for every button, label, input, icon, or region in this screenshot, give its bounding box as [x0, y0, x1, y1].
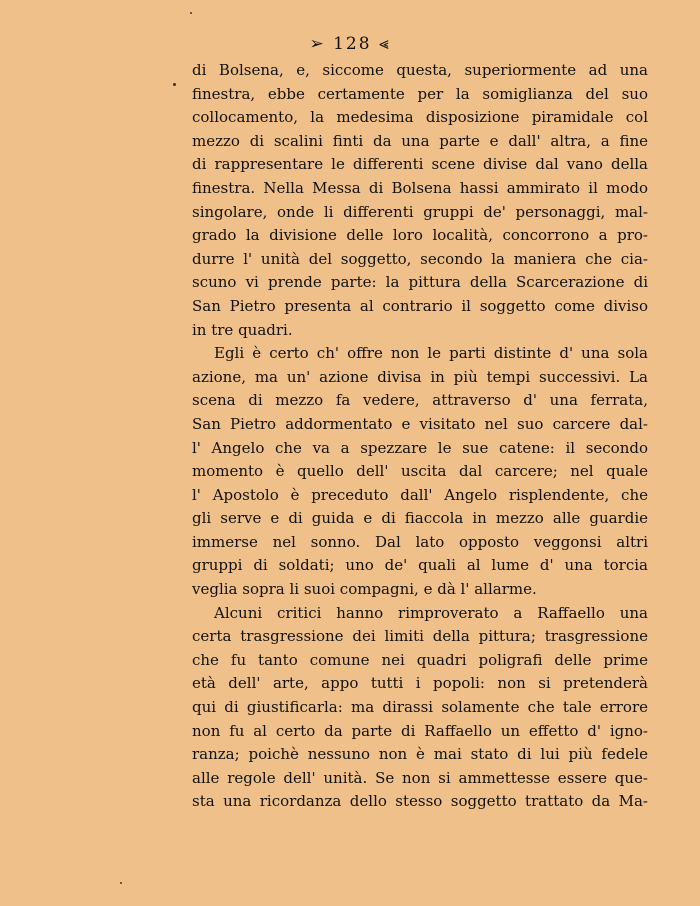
- text-line: San Pietro addormentato e visitato nel suo carcere dal-: [192, 414, 648, 433]
- text-line: durre l' unità del soggetto, secondo la maniera che cia-: [192, 249, 648, 268]
- text-line: alle regole dell' unità. Se non si ammettesse essere que-: [192, 768, 648, 787]
- text-line: azione, ma un' azione divisa in più tempi successivi. La: [192, 367, 648, 386]
- text-line: che fu tanto comune nei quadri poligrafi delle prime: [192, 650, 648, 669]
- stray-mark: [120, 882, 122, 884]
- text-line: sta una ricordanza dello stesso soggetto trattato da Ma-: [192, 792, 648, 811]
- text-line: singolare, onde li differenti gruppi de' personaggi, mal-: [192, 202, 648, 221]
- text-line: l' Apostolo è preceduto dall' Angelo risplendente, che: [192, 485, 648, 504]
- stray-mark: [190, 12, 192, 14]
- text-line: gruppi di soldati; uno de' quali al lume d' una torcia: [192, 556, 648, 575]
- text-line: scuno vi prende parte: la pittura della Scarcerazione di: [192, 273, 648, 292]
- body-text: [192, 59, 648, 814]
- paragraph-start: Alcuni critici hanno rimproverato a Raffaello una: [214, 603, 648, 622]
- text-line: immerse nel sonno. Dal lato opposto veggonsi altri: [192, 532, 648, 551]
- text-line: in tre quadri.: [192, 320, 293, 339]
- text-line: età dell' arte, appo tutti i popoli: non si pretenderà: [192, 674, 648, 693]
- text-line: l' Angelo che va a spezzare le sue catene: il secondo: [192, 438, 648, 457]
- text-line: scena di mezzo fa vedere, attraverso d' una ferrata,: [192, 391, 648, 410]
- stray-mark: [173, 83, 176, 86]
- text-line: finestra, ebbe certamente per la somiglianza del suo: [192, 84, 648, 103]
- text-line: gli serve e di guida e di fiaccola in mezzo alle guardie: [192, 509, 648, 528]
- text-line: collocamento, la medesima disposizione piramidale col: [192, 108, 648, 127]
- text-line: veglia sopra li suoi compagni, e dà l' allarme.: [192, 580, 537, 599]
- text-line: di rappresentare le differenti scene divise dal vano della: [192, 155, 648, 174]
- text-line: certa trasgressione dei limiti della pittura; trasgressione: [192, 627, 648, 646]
- text-line: finestra. Nella Messa di Bolsena hassi ammirato il modo: [192, 178, 648, 197]
- text-line: mezzo di scalini finti da una parte e dall' altra, a fine: [192, 131, 648, 150]
- text-line: di Bolsena, e, siccome questa, superiormente ad una: [192, 61, 648, 79]
- text-line: momento è quello dell' uscita dal carcere; nel quale: [192, 462, 648, 481]
- text-line: San Pietro presenta al contrario il soggetto come diviso: [192, 296, 648, 315]
- page-number: ➢ 128 ⪡: [309, 34, 391, 54]
- text-line: non fu al certo da parte di Raffaello un effetto d' igno-: [192, 721, 648, 740]
- text-line: grado la divisione delle loro località, concorrono a pro-: [192, 226, 648, 245]
- text-line: ranza; poichè nessuno non è mai stato di lui più fedele: [192, 745, 648, 764]
- paragraph-start: Egli è certo ch' offre non le parti distinte d' una sola: [214, 344, 648, 363]
- text-line: qui di giustificarla: ma dirassi solamente che tale errore: [192, 698, 648, 717]
